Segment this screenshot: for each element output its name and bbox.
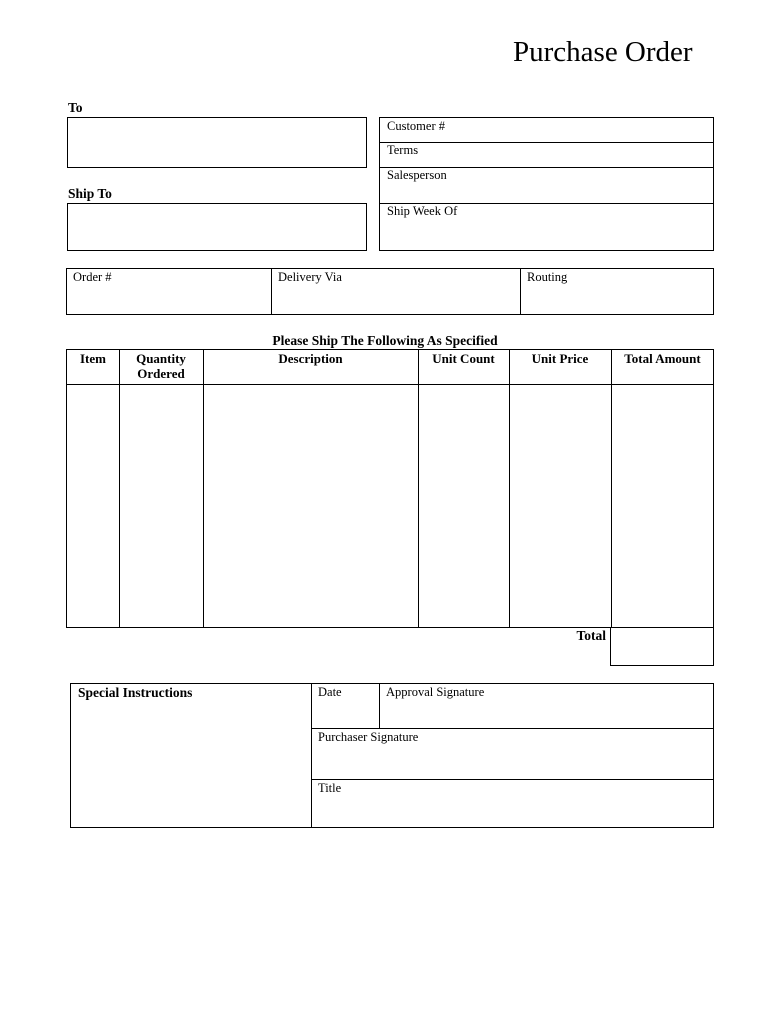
customer-info-box [379, 117, 714, 251]
ship-week-label: Ship Week Of [387, 204, 458, 218]
column-header-description: Description [278, 351, 343, 366]
description-column-field[interactable] [203, 384, 418, 627]
total-field[interactable] [610, 627, 714, 666]
page-title: Purchase Order [513, 36, 693, 68]
to-label: To [68, 100, 83, 115]
routing-label: Routing [527, 270, 568, 284]
special-instructions-label: Special Instructions [78, 685, 193, 700]
unit-count-column-field[interactable] [418, 384, 509, 627]
delivery-via-label: Delivery Via [278, 270, 342, 284]
item-column-field[interactable] [67, 384, 119, 627]
total-amount-column-field[interactable] [611, 384, 714, 627]
column-header-unit-price: Unit Price [531, 351, 589, 366]
ship-to-address-field[interactable] [67, 203, 367, 251]
unit-price-column-field[interactable] [509, 384, 611, 627]
quantity-column-field[interactable] [119, 384, 203, 627]
column-header-unit-count: Unit Count [432, 351, 495, 366]
terms-label: Terms [387, 143, 419, 157]
date-label: Date [318, 685, 342, 699]
approval-signature-label: Approval Signature [386, 685, 485, 699]
items-caption: Please Ship The Following As Specified [272, 333, 498, 348]
column-header-total-amount: Total Amount [624, 351, 701, 366]
column-header-item: Item [80, 351, 106, 366]
customer-number-label: Customer # [387, 119, 445, 133]
to-address-field[interactable] [67, 117, 367, 168]
order-number-label: Order # [73, 270, 112, 284]
order-info-row [66, 268, 714, 315]
total-label: Total [576, 628, 606, 643]
ship-to-label: Ship To [68, 186, 112, 201]
purchaser-signature-label: Purchaser Signature [318, 730, 419, 744]
title-label: Title [318, 781, 342, 795]
salesperson-label: Salesperson [387, 168, 447, 182]
column-header-quantity: Quantity Ordered [136, 351, 186, 381]
special-instructions-field[interactable] [71, 704, 310, 827]
